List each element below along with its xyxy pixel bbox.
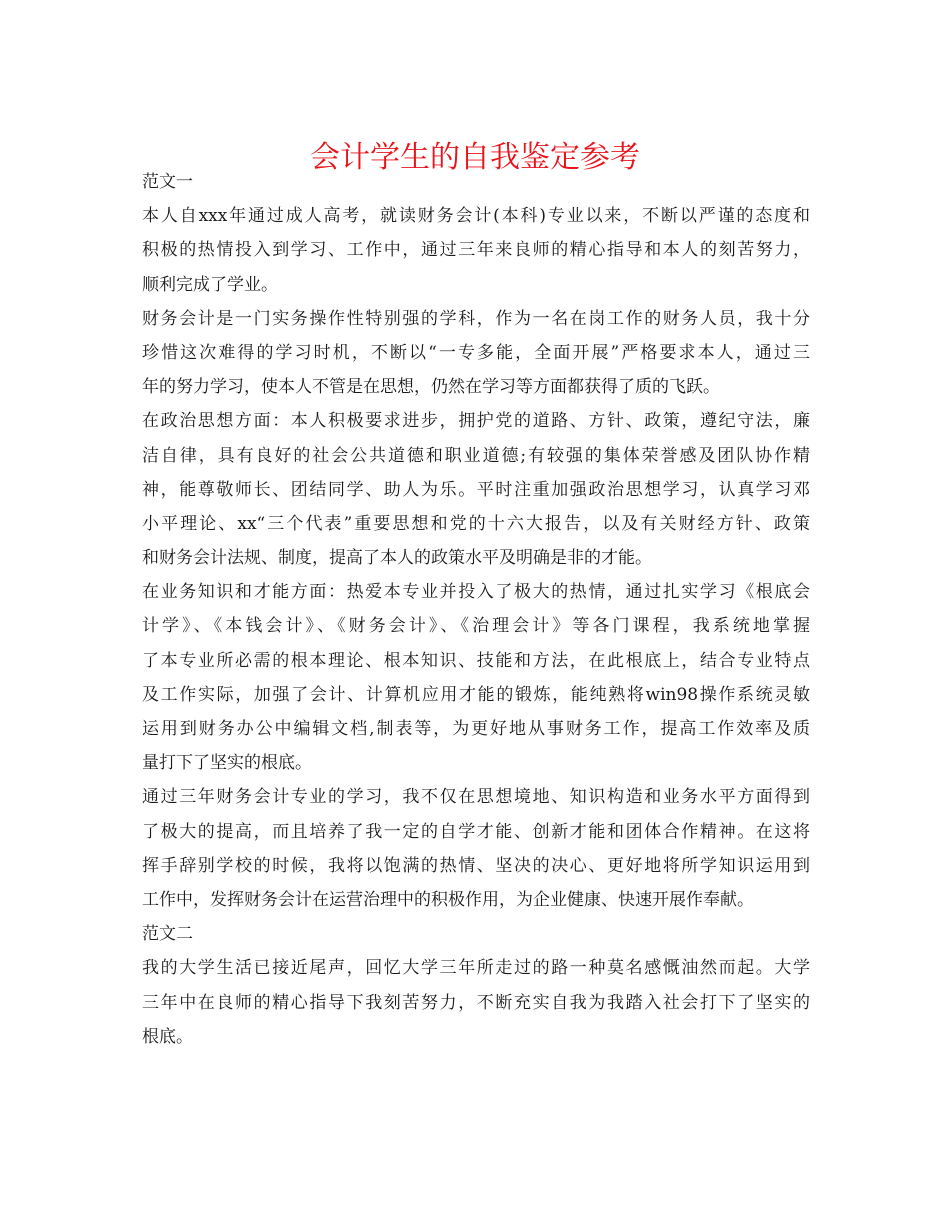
text-line: 本人自xxx年通过成人高考，就读财务会计(本科)专业以来，不断以严谨的态度和	[142, 206, 810, 227]
document-body	[142, 165, 810, 1054]
text-line: 计学》、《本钱会计》、《财务会计》、《治理会计》等各门课程，我系统地掌握	[142, 616, 810, 637]
text-line: 根底。	[142, 1026, 193, 1047]
text-line: 珍惜这次难得的学习时机，不断以“一专多能，全面开展”严格要求本人，通过三	[142, 342, 810, 363]
text-line: 洁自律，具有良好的社会公共道德和职业道德;有较强的集体荣誉感及团队协作精	[142, 445, 810, 466]
text-line: 通过三年财务会计专业的学习，我不仅在思想境地、知识构造和业务水平方面得到	[142, 787, 810, 808]
text-line: 了极大的提高，而且培养了我一定的自学才能、创新才能和团体合作精神。在这将	[142, 821, 810, 842]
text-line: 范文二	[142, 924, 193, 945]
text-line: 及工作实际，加强了会计、计算机应用才能的锻炼，能纯熟将win98操作系统灵敏	[142, 684, 810, 705]
text-line: 我的大学生活已接近尾声，回忆大学三年所走过的路一种莫名感慨油然而起。大学	[142, 958, 810, 979]
text-line: 年的努力学习，使本人不管是在思想，仍然在学习等方面都获得了质的飞跃。	[142, 377, 720, 398]
document-title: 会计学生的自我鉴定参考	[310, 140, 640, 176]
text-line: 在业务知识和才能方面：热爱本专业并投入了极大的热情，通过扎实学习《根底会	[142, 582, 810, 603]
text-line: 运用到财务办公中编辑文档,制表等，为更好地从事财务工作，提高工作效率及质	[142, 719, 810, 739]
text-line: 挥手辞别学校的时候，我将以饱满的热情、坚决的决心、更好地将所学知识运用到	[142, 855, 810, 876]
text-line: 范文一	[142, 172, 193, 192]
text-line: 积极的热情投入到学习、工作中，通过三年来良师的精心指导和本人的刻苦努力，	[142, 240, 810, 261]
text-line: 财务会计是一门实务操作性特别强的学科，作为一名在岗工作的财务人员，我十分	[142, 308, 810, 329]
text-line: 顺利完成了学业。	[142, 274, 278, 295]
text-line: 和财务会计法规、制度，提高了本人的政策水平及明确是非的才能。	[142, 548, 652, 569]
text-line: 小平理论、xx“三个代表”重要思想和党的十六大报告，以及有关财经方针、政策	[142, 513, 810, 534]
text-line: 工作中，发挥财务会计在运营治理中的积极作用，为企业健康、快速开展作奉献。	[142, 889, 754, 910]
text-line: 在政治思想方面：本人积极要求进步，拥护党的道路、方针、政策，遵纪守法，廉	[142, 411, 810, 432]
text-line: 三年中在良师的精心指导下我刻苦努力，不断充实自我为我踏入社会打下了坚实的	[142, 992, 810, 1013]
text-line: 了本专业所必需的根本理论、根本知识、技能和方法，在此根底上，结合专业特点	[142, 650, 810, 671]
text-line: 神，能尊敬师长、团结同学、助人为乐。平时注重加强政治思想学习，认真学习邓	[142, 479, 810, 500]
text-line: 量打下了坚实的根底。	[142, 753, 312, 774]
